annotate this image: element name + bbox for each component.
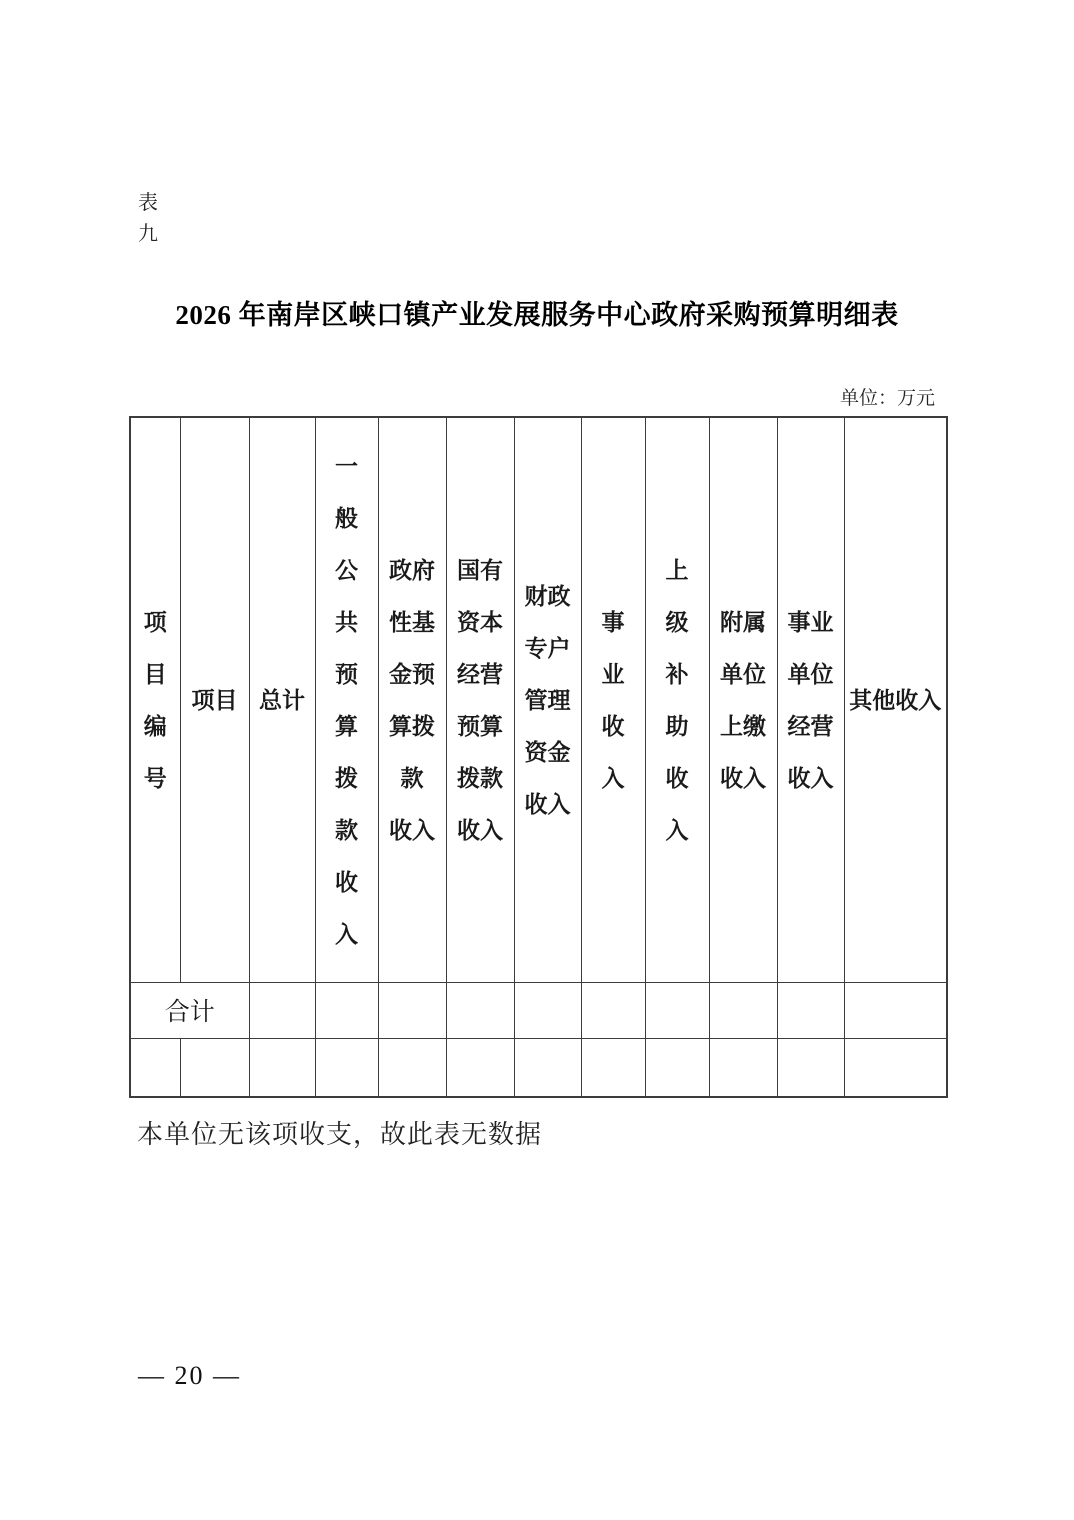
data-cell — [446, 1038, 514, 1097]
empty-data-row — [130, 1038, 947, 1097]
total-cell — [844, 982, 947, 1038]
header-operational-income: 事 业 收 入 — [581, 417, 645, 982]
header-gov-fund-budget-income: 政府 性基 金预 算拨 款 收入 — [378, 417, 446, 982]
data-cell — [130, 1038, 180, 1097]
data-cell — [180, 1038, 249, 1097]
data-cell — [249, 1038, 315, 1097]
total-row — [130, 982, 947, 1038]
total-cell — [777, 982, 844, 1038]
header-state-capital-budget-income: 国有 资本 经营 预算 拨款 收入 — [446, 417, 514, 982]
total-cell — [446, 982, 514, 1038]
data-cell — [777, 1038, 844, 1097]
total-cell — [645, 982, 709, 1038]
data-cell — [378, 1038, 446, 1097]
data-cell — [581, 1038, 645, 1097]
unit-label: 单位：万元 — [839, 388, 935, 409]
data-cell — [514, 1038, 581, 1097]
data-cell — [315, 1038, 378, 1097]
no-data-note: 本单位无该项收支，故此表无数据 — [137, 1120, 543, 1149]
total-cell — [514, 982, 581, 1038]
page-number: — 20 — — [138, 1361, 241, 1390]
header-affiliated-unit-income: 附属 单位 上缴 收入 — [709, 417, 777, 982]
header-superior-subsidy-income: 上 级 补 助 收 入 — [645, 417, 709, 982]
budget-table — [129, 416, 948, 1098]
page-title: 2026 年南岸区峡口镇产业发展服务中心政府采购预算明细表 — [175, 300, 899, 330]
header-project-code: 项 目 编 号 — [130, 417, 180, 982]
header-other-income: 其他收入 — [844, 417, 947, 982]
total-cell — [315, 982, 378, 1038]
sheet-number-label: 表 九 — [138, 192, 158, 245]
header-project: 项目 — [180, 417, 249, 982]
header-total: 总计 — [249, 417, 315, 982]
total-cell — [709, 982, 777, 1038]
header-institution-operating-income: 事业 单位 经营 收入 — [777, 417, 844, 982]
total-row-label: 合计 — [130, 982, 249, 1038]
total-cell — [378, 982, 446, 1038]
total-cell — [249, 982, 315, 1038]
data-cell — [844, 1038, 947, 1097]
header-fiscal-special-account-income: 财政 专户 管理 资金 收入 — [514, 417, 581, 982]
data-cell — [709, 1038, 777, 1097]
total-cell — [581, 982, 645, 1038]
table-header-row — [130, 417, 947, 982]
data-cell — [645, 1038, 709, 1097]
header-general-public-budget-income: 一 般 公 共 预 算 拨 款 收 入 — [315, 417, 378, 982]
